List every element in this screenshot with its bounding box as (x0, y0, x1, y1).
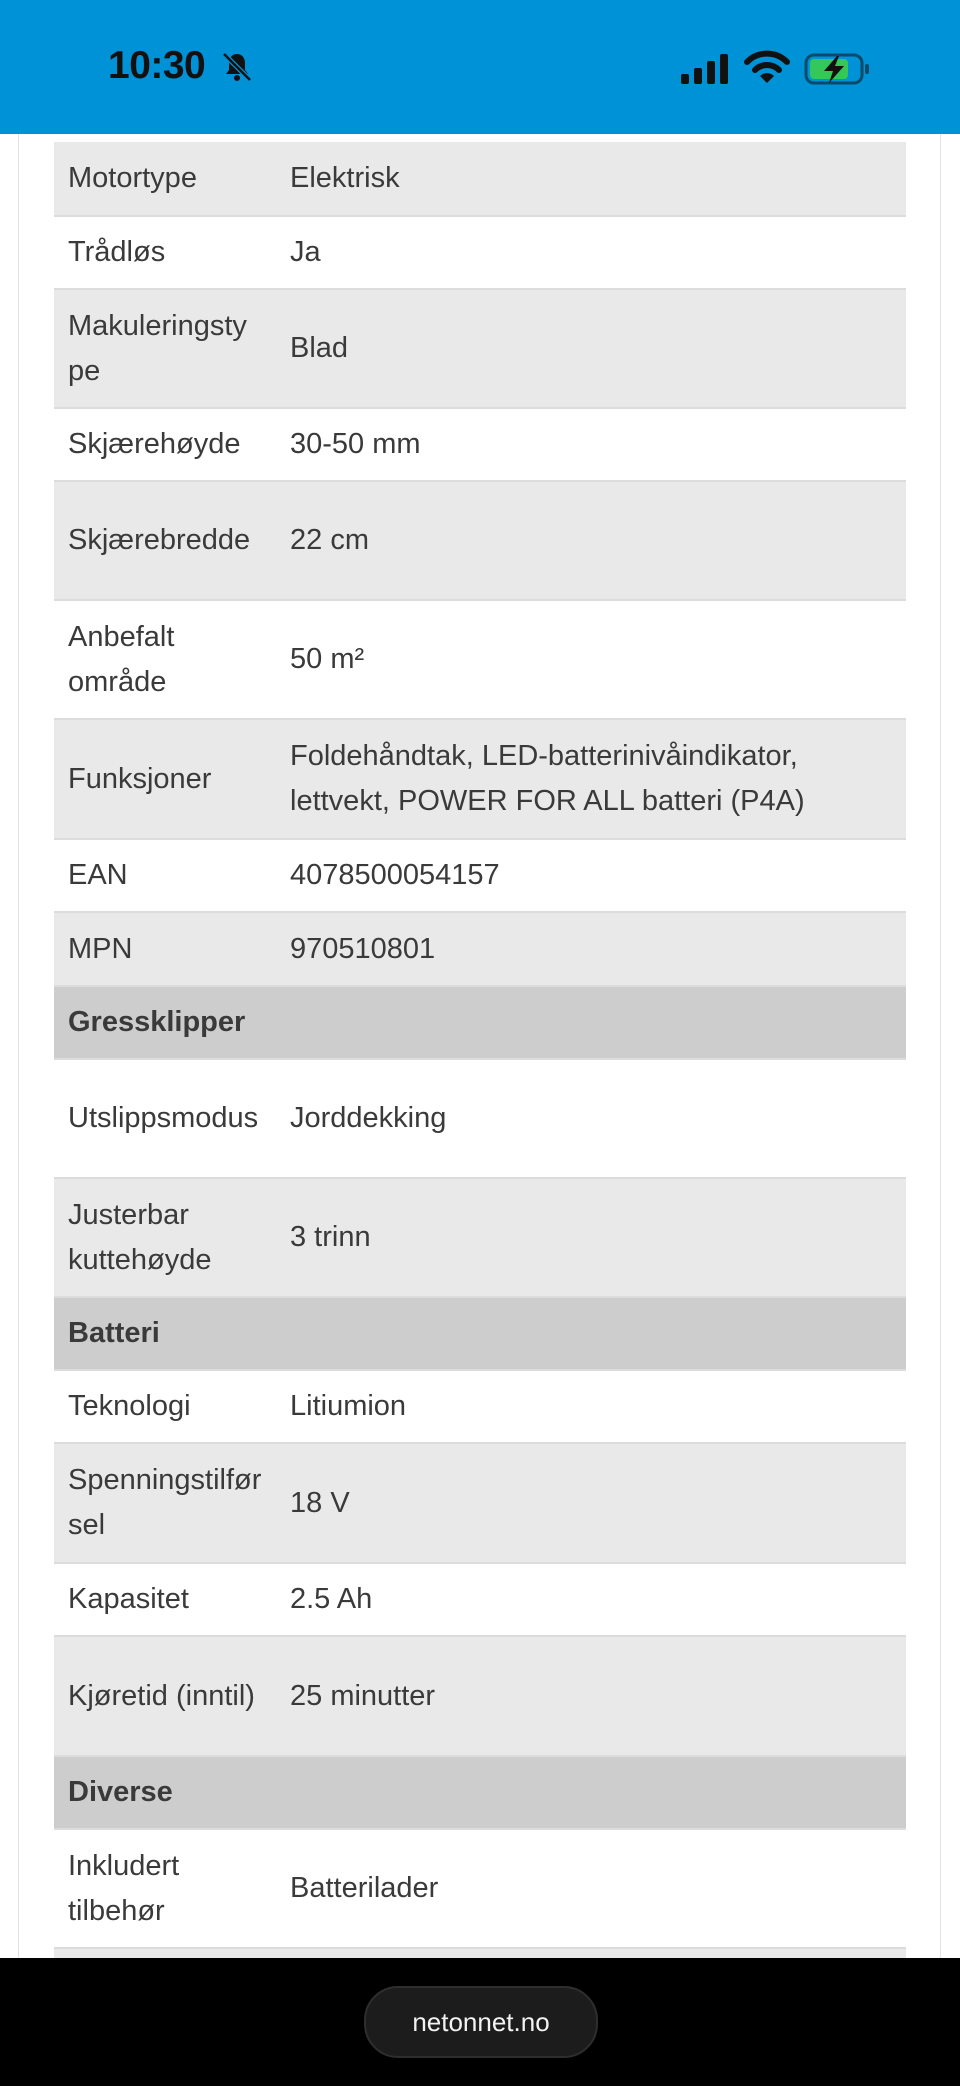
spec-label: Skjærebredde (54, 481, 276, 600)
spec-value: Litiumion (276, 1370, 906, 1443)
spec-value: 22 cm (276, 481, 906, 600)
spec-value: Blad (276, 289, 906, 408)
section-heading-gressklipper: Gressklipper (54, 986, 906, 1059)
spec-row (54, 1948, 906, 1958)
product-specifications (0, 134, 960, 1958)
spec-label: Makuleringstype (54, 289, 276, 408)
spec-row (54, 408, 906, 481)
spec-section-header (54, 1756, 906, 1829)
spec-label: Inkludert tilbehør (54, 1829, 276, 1948)
content-border-right (940, 134, 941, 1958)
spec-row (54, 481, 906, 600)
status-bar (0, 0, 960, 134)
spec-row (54, 1059, 906, 1178)
spec-label: Trådløs (54, 216, 276, 289)
spec-table (54, 142, 906, 1958)
spec-row (54, 289, 906, 408)
spec-row (54, 1829, 906, 1948)
spec-value: 30-50 mm (276, 408, 906, 481)
spec-value: Foldehåndtak, LED-batterinivåindikator, lettvekt, POWER FOR ALL batteri (P4A) (276, 719, 906, 839)
battery-charging-icon (804, 52, 872, 86)
content-border-left (18, 134, 19, 1958)
spec-label: Utslippsmodus (54, 1059, 276, 1178)
spec-row (54, 839, 906, 912)
spec-value: Jorddekking (276, 1059, 906, 1178)
spec-row (54, 216, 906, 289)
spec-value: 18 V (276, 1443, 906, 1563)
spec-value: 2.5 Ah (276, 1563, 906, 1636)
spec-value: Elektrisk (276, 142, 906, 216)
url-bar[interactable]: netonnet.no (364, 1986, 598, 2058)
spec-label: Motortype (54, 142, 276, 216)
spec-row (54, 1178, 906, 1297)
spec-section-header (54, 986, 906, 1059)
signal-icon (680, 52, 730, 86)
spec-row (54, 1443, 906, 1563)
spec-row (54, 912, 906, 986)
spec-row (54, 1563, 906, 1636)
spec-label: Spenningstilførsel (54, 1443, 276, 1563)
spec-value: 25 minutter (276, 1636, 906, 1756)
spec-label: Justerbar kuttehøyde (54, 1178, 276, 1297)
spec-value: 3 trinn (276, 1178, 906, 1297)
section-heading-batteri: Batteri (54, 1297, 906, 1370)
spec-row (54, 142, 906, 216)
spec-label: Anbefalt område (54, 600, 276, 719)
spec-label: Kapasitet (54, 1563, 276, 1636)
spec-label: Funksjoner (54, 719, 276, 839)
spec-value: 4078500054157 (276, 839, 906, 912)
spec-value: 970510801 (276, 912, 906, 986)
spec-row (54, 1636, 906, 1756)
spec-value: 50 m² (276, 600, 906, 719)
spec-value: Ja (276, 216, 906, 289)
spec-row (54, 719, 906, 839)
spec-label (54, 1948, 276, 1958)
status-time: 10:30 (108, 44, 206, 87)
spec-value (276, 1948, 906, 1958)
spec-row (54, 600, 906, 719)
wifi-icon (744, 50, 790, 86)
spec-value: Batterilader (276, 1829, 906, 1948)
spec-label: Kjøretid (inntil) (54, 1636, 276, 1756)
browser-bottom-bar (0, 1958, 960, 2086)
bell-slash-icon (220, 50, 254, 84)
spec-label: MPN (54, 912, 276, 986)
spec-label: Skjærehøyde (54, 408, 276, 481)
spec-row (54, 1370, 906, 1443)
spec-label: EAN (54, 839, 276, 912)
spec-section-header (54, 1297, 906, 1370)
spec-label: Teknologi (54, 1370, 276, 1443)
section-heading-diverse: Diverse (54, 1756, 906, 1829)
